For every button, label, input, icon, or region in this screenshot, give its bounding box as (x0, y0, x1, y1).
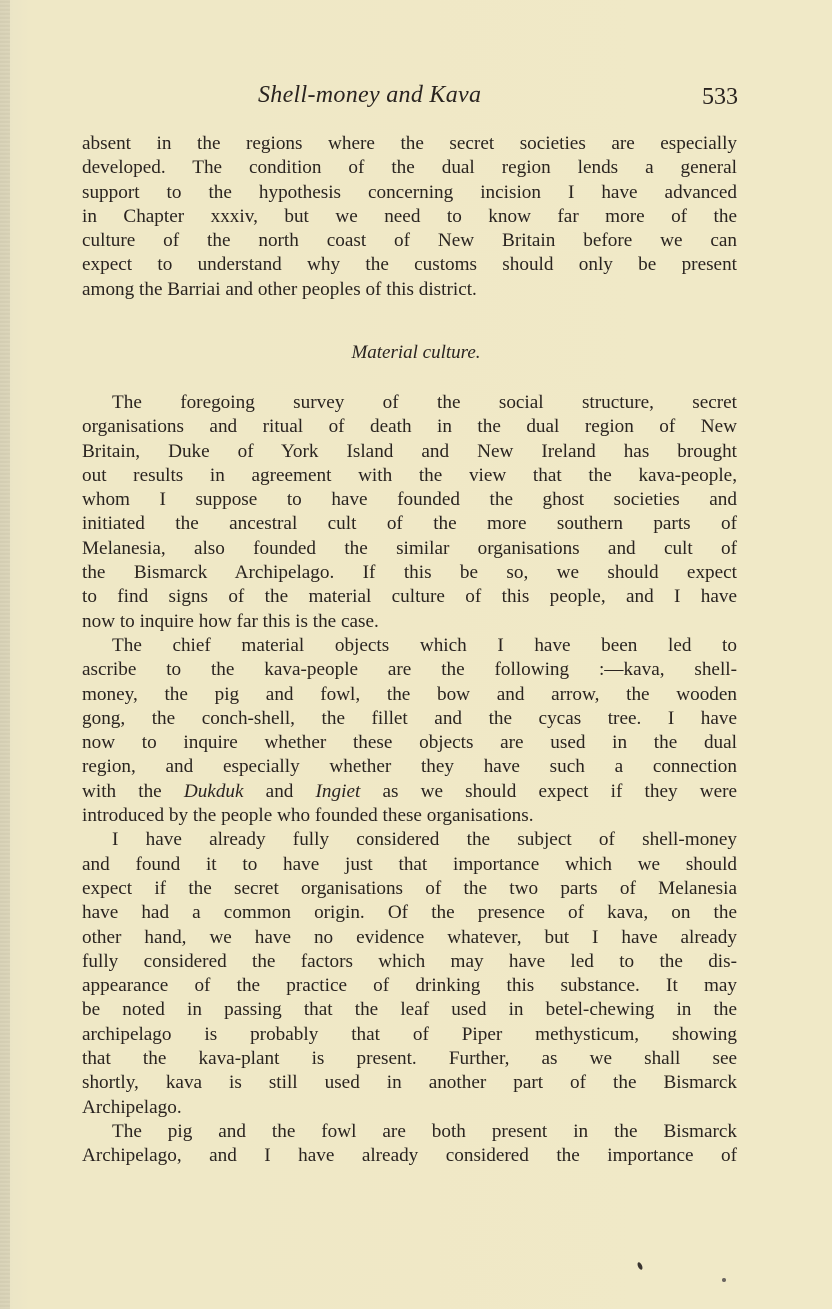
paper-speck (636, 1262, 643, 1271)
text-line: money, the pig and fowl, the bow and arrow, the wooden (82, 683, 737, 705)
text-line: ascribe to the kava-people are the following :—kava, shell- (82, 659, 737, 681)
text-line: expect to understand why the customs should only be present (82, 254, 737, 276)
text-fragment: with the (82, 780, 184, 802)
page-binding-edge (0, 0, 10, 1309)
text-line: other hand, we have no evidence whatever, but I have already (82, 926, 737, 948)
text-line: introduced by the people who founded these organisations. (82, 805, 534, 827)
text-line: shortly, kava is still used in another part of the Bismarck (82, 1072, 737, 1094)
text-line: developed. The condition of the dual region lends a general (82, 157, 737, 179)
text-line: be noted in passing that the leaf used in betel-chewing in the (82, 999, 737, 1021)
text-line: appearance of the practice of drinking this substance. It may (82, 975, 737, 997)
text-line: whom I suppose to have founded the ghost societies and (82, 489, 737, 511)
text-line: The foregoing survey of the social structure, secret (112, 392, 737, 413)
page-number: 533 (702, 84, 738, 110)
text-fragment: and (243, 780, 316, 802)
running-head (80, 82, 738, 114)
paper-speck (722, 1278, 726, 1282)
body-text (82, 391, 737, 1169)
text-line: to find signs of the material culture of this people, and I have (82, 586, 737, 608)
text-line: support to the hypothesis concerning incision I have advanced (82, 181, 737, 203)
text-line: out results in agreement with the view that the kava-people, (82, 464, 737, 486)
text-line: have had a common origin. Of the presence of kava, on the (82, 902, 737, 924)
text-line: organisations and ritual of death in the dual region of New (82, 416, 737, 438)
italic-term-ingiet: Ingiet (315, 780, 361, 802)
text-line: the Bismarck Archipelago. If this be so, we should expect (82, 562, 737, 584)
text-line: fully considered the factors which may have led to the dis- (82, 950, 737, 972)
text-line: Melanesia, also founded the similar organisations and cult of (82, 537, 737, 559)
text-line: culture of the north coast of New Britain before we can (82, 230, 737, 252)
text-line: that the kava-plant is present. Further, as we shall see (82, 1048, 737, 1070)
text-line: and found it to have just that importance which we should (82, 853, 737, 875)
text-line-with-italics (82, 780, 737, 804)
text-line: among the Barriai and other peoples of this district. (82, 278, 477, 300)
text-line: archipelago is probably that of Piper methysticum, showing (82, 1023, 737, 1045)
paragraph-continued (82, 132, 737, 302)
italic-term-dukduk: Dukduk (183, 780, 244, 802)
text-line: expect if the secret organisations of the two parts of Melanesia (82, 877, 737, 899)
text-line: now to inquire whether these objects are used in the dual (82, 732, 737, 754)
text-line: I have already fully considered the subject of shell-money (112, 829, 737, 851)
text-line: Archipelago. (82, 1096, 182, 1118)
text-line: The chief material objects which I have been led to (112, 634, 737, 656)
running-title: Shell-money and Kava (258, 82, 482, 108)
text-line: region, and especially whether they have such a connection (82, 756, 737, 778)
text-line: absent in the regions where the secret societies are especially (82, 133, 737, 154)
text-line: The pig and the fowl are both present in the Bismarck (112, 1120, 737, 1142)
section-heading: Material culture. (351, 342, 481, 363)
text-line: Britain, Duke of York Island and New Ireland has brought (82, 440, 737, 462)
text-line: initiated the ancestral cult of the more southern parts of (82, 513, 737, 535)
text-line: in Chapter xxxiv, but we need to know far more of the (82, 205, 737, 227)
text-line: gong, the conch-shell, the fillet and the cycas tree. I have (82, 707, 737, 729)
text-line: now to inquire how far this is the case. (82, 610, 379, 632)
text-fragment: as we should expect if they were (360, 780, 737, 802)
text-line: Archipelago, and I have already considered the importance of (82, 1145, 737, 1167)
